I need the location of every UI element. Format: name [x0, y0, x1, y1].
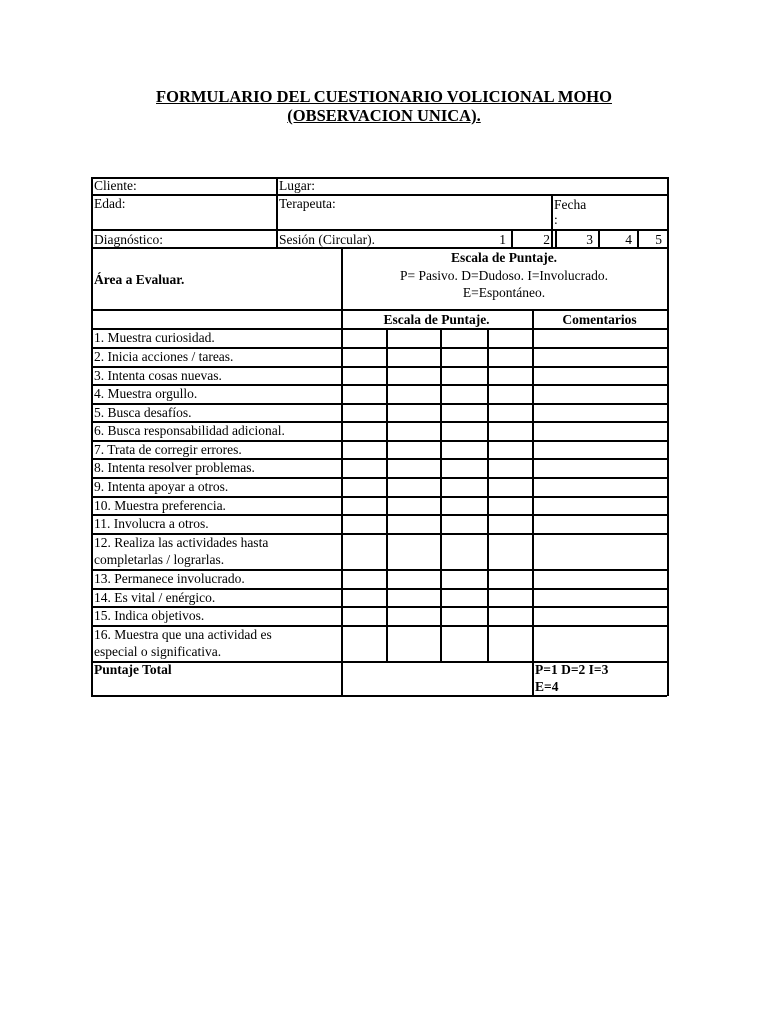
scale-title: Escala de Puntaje. — [450, 250, 558, 265]
label-fecha-colon: : — [554, 212, 558, 227]
score-key-line1: P=1 D=2 I=3 — [535, 662, 609, 677]
label-area-evaluar: Área a Evaluar. — [94, 272, 185, 287]
item-label: 3. Intenta cosas nuevas. — [94, 368, 222, 383]
label-terapeuta: Terapeuta: — [279, 196, 336, 211]
score-key-line2: E=4 — [535, 679, 559, 694]
col-rule — [276, 177, 278, 247]
item-label: 13. Permanece involucrado. — [94, 571, 245, 586]
label-sesion: Sesión (Circular). — [279, 232, 375, 247]
item-label: 9. Intenta apoyar a otros. — [94, 479, 229, 494]
table-left-border — [91, 177, 93, 696]
label-lugar: Lugar: — [279, 178, 315, 193]
scale-legend-line1: P= Pasivo. D=Dudoso. I=Involucrado. — [399, 268, 609, 283]
table-right-border — [667, 177, 669, 696]
item-label: 5. Busca desafíos. — [94, 405, 192, 420]
item-label: 6. Busca responsabilidad adicional. — [94, 423, 285, 438]
item-label: 2. Inicia acciones / tareas. — [94, 349, 234, 364]
scale-col-rule — [487, 328, 489, 661]
label-diagnostico: Diagnóstico: — [94, 232, 163, 247]
label-puntaje-total: Puntaje Total — [94, 662, 172, 677]
scale-legend-line2: E=Espontáneo. — [462, 285, 546, 300]
table-bottom-border — [91, 695, 667, 697]
comments-col-rule — [532, 309, 534, 696]
label-cliente: Cliente: — [94, 178, 137, 193]
form-title-line2: (OBSERVACION UNICA). — [287, 106, 481, 125]
row-rule — [91, 309, 667, 311]
item-label: 8. Intenta resolver problemas. — [94, 460, 255, 475]
item-label: 15. Indica objetivos. — [94, 608, 205, 623]
item-label: 14. Es vital / enérgico. — [94, 590, 216, 605]
item-label: 11. Involucra a otros. — [94, 516, 209, 531]
scale-col-rule — [386, 328, 388, 661]
form-title-line1: FORMULARIO DEL CUESTIONARIO VOLICIONAL MOHO — [156, 87, 612, 106]
session-number-1: 1 — [499, 232, 506, 247]
item-label: completarlas / lograrlas. — [94, 552, 225, 567]
label-edad: Edad: — [94, 196, 126, 211]
session-number-2: 2 — [543, 232, 550, 247]
item-label: 7. Trata de corregir errores. — [94, 442, 242, 457]
table-top-border — [91, 177, 667, 179]
session-number-5: 5 — [655, 232, 662, 247]
session-number-4: 4 — [625, 232, 632, 247]
row-rule — [91, 229, 667, 231]
scale-col-rule — [440, 328, 442, 661]
item-label: 16. Muestra que una actividad es — [94, 627, 272, 642]
row-rule — [91, 194, 667, 196]
col-rule — [551, 194, 553, 247]
column-header-scale: Escala de Puntaje. — [383, 312, 490, 327]
session-number-3: 3 — [586, 232, 593, 247]
column-header-comments: Comentarios — [562, 312, 637, 327]
item-label: 12. Realiza las actividades hasta — [94, 535, 269, 550]
item-label: 4. Muestra orgullo. — [94, 386, 198, 401]
item-label: especial o significativa. — [94, 644, 222, 659]
item-label: 1. Muestra curiosidad. — [94, 330, 215, 345]
label-fecha: Fecha — [554, 197, 587, 212]
item-label: 10. Muestra preferencia. — [94, 498, 226, 513]
